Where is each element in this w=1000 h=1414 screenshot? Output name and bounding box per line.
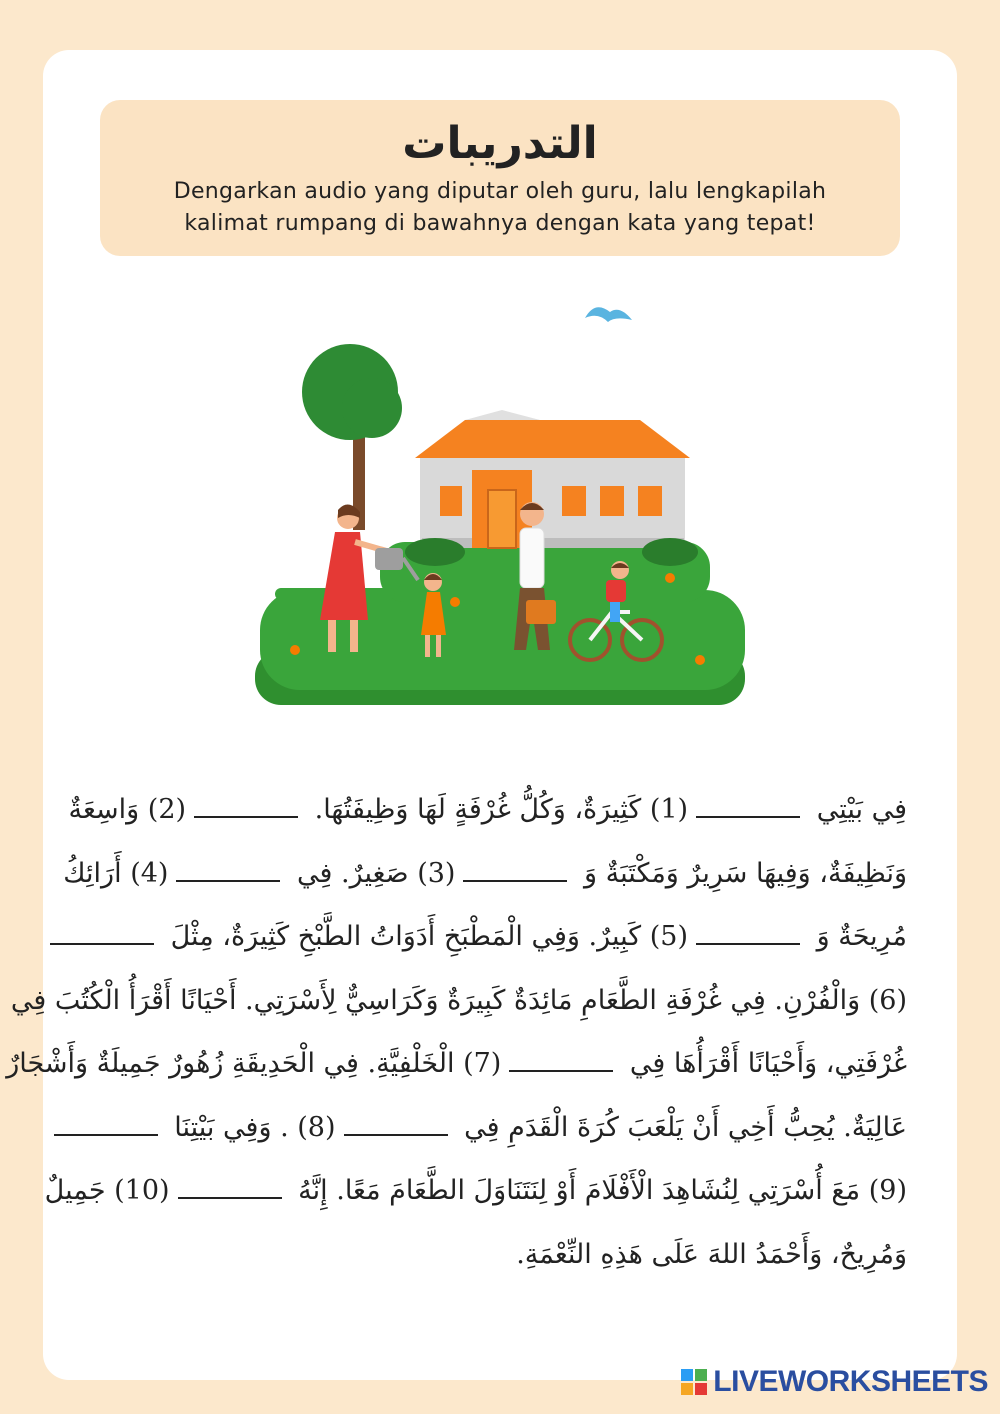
- blank-number: (10): [114, 1175, 170, 1206]
- answer-blank[interactable]: [50, 915, 154, 945]
- answer-blank[interactable]: [509, 1042, 613, 1072]
- passage-line: [63, 842, 907, 906]
- passage-text: . وَفِي بَيْتِنَا: [174, 1111, 289, 1143]
- passage-text: مَعَ أُسْرَتِي لِنُشَاهِدَ الْأَفْلَامَ أَوْ لِنَتَنَاوَلَ الطَّعَامَ مَعًا. إِنَّهُ: [298, 1175, 861, 1206]
- passage-line: [95, 1096, 907, 1160]
- passage-text: عَالِيَةٌ. يُحِبُّ أَخِي أَنْ يَلْعَبَ كُرَةَ الْقَدَمِ فِي: [464, 1111, 907, 1143]
- passage-text: الْخَلْفِيَّةِ. فِي الْحَدِيقَةِ زُهُورٌ جَمِيلَةٌ وَأَشْجَارٌ: [6, 1048, 455, 1079]
- passage-text: وَاسِعَةٌ: [68, 794, 140, 825]
- passage-text: وَالْفُرْنِ. فِي غُرْفَةِ الطَّعَامِ مَائِدَةٌ كَبِيرَةٌ وَكَرَاسِيٌّ لِأَسْرَتِي. أَحْيَانًا أَقْرَأُ الْكُتُبَ فِي: [10, 984, 861, 1016]
- passage-text: أَرَائِكُ: [63, 857, 122, 889]
- family-house-garden-illustration: [250, 290, 750, 720]
- passage-line: [6, 1032, 907, 1096]
- passage-text: كَبِيرٌ. وَفِي الْمَطْبَخِ أَدَوَاتُ الطَّبْخِ كَثِيرَةٌ، مِثْلَ: [170, 921, 642, 952]
- page-title: التدريبات: [402, 118, 598, 169]
- answer-blank[interactable]: [54, 1106, 158, 1136]
- liveworksheets-logo-text: LIVEWORKSHEETS: [713, 1365, 988, 1398]
- answer-blank[interactable]: [194, 788, 298, 818]
- answer-blank[interactable]: [176, 852, 280, 882]
- passage-text: كَثِيرَةٌ، وَكُلُّ غُرْفَةٍ لَهَا وَظِيفَتُهَا.: [314, 794, 642, 825]
- answer-blank[interactable]: [344, 1106, 448, 1136]
- answer-blank[interactable]: [696, 915, 800, 945]
- blank-number: (1): [649, 794, 689, 825]
- passage-line: [95, 1223, 907, 1287]
- passage-text: مُرِيحَةٌ وَ: [816, 921, 907, 952]
- liveworksheets-logo: [681, 1362, 988, 1402]
- blank-number: (2): [147, 794, 187, 825]
- blank-number: (9): [868, 1175, 907, 1206]
- briefcase: [526, 600, 556, 624]
- watering-can: [375, 548, 403, 570]
- bird-icon: [585, 307, 632, 322]
- passage-line: [44, 1159, 907, 1223]
- passage-line: [68, 778, 907, 842]
- answer-blank[interactable]: [178, 1169, 282, 1199]
- passage-text: وَمُرِيحٌ، وَأَحْمَدُ اللهَ عَلَى هَذِهِ النِّعْمَةِ.: [516, 1238, 907, 1270]
- passage-text: صَغِيرٌ. فِي: [297, 857, 409, 889]
- man-shirt: [520, 528, 544, 588]
- blank-number: (8): [297, 1111, 336, 1143]
- passage: [6, 778, 907, 1286]
- blank-number: (7): [463, 1048, 502, 1079]
- answer-blank[interactable]: [696, 788, 800, 818]
- passage-text: جَمِيلٌ: [44, 1175, 106, 1206]
- blank-number: (5): [649, 921, 688, 952]
- instruction-line-2: kalimat rumpang di bawahnya dengan kata yang tepat!: [184, 211, 816, 236]
- boy-shirt: [606, 580, 626, 602]
- liveworksheets-logo-icon: [681, 1369, 707, 1395]
- passage-line: [10, 969, 907, 1033]
- blank-number: (3): [417, 857, 456, 889]
- passage-text: وَنَظِيفَةٌ، وَفِيهَا سَرِيرٌ وَمَكْتَبَةٌ وَ: [584, 857, 907, 889]
- instruction-text: [100, 176, 900, 240]
- house-roof: [415, 420, 690, 458]
- header-box: [100, 100, 900, 256]
- passage-line: [95, 905, 907, 969]
- blank-number: (4): [130, 857, 169, 889]
- answer-blank[interactable]: [463, 852, 567, 882]
- instruction-line-1: Dengarkan audio yang diputar oleh guru, lalu lengkapilah: [173, 179, 827, 204]
- passage-text: فِي بَيْتِي: [816, 794, 907, 825]
- passage-text: غُرْفَتِي، وَأَحْيَانًا أَقْرَأُهَا فِي: [629, 1048, 907, 1079]
- blank-number: (6): [868, 984, 907, 1016]
- house-door: [488, 490, 516, 548]
